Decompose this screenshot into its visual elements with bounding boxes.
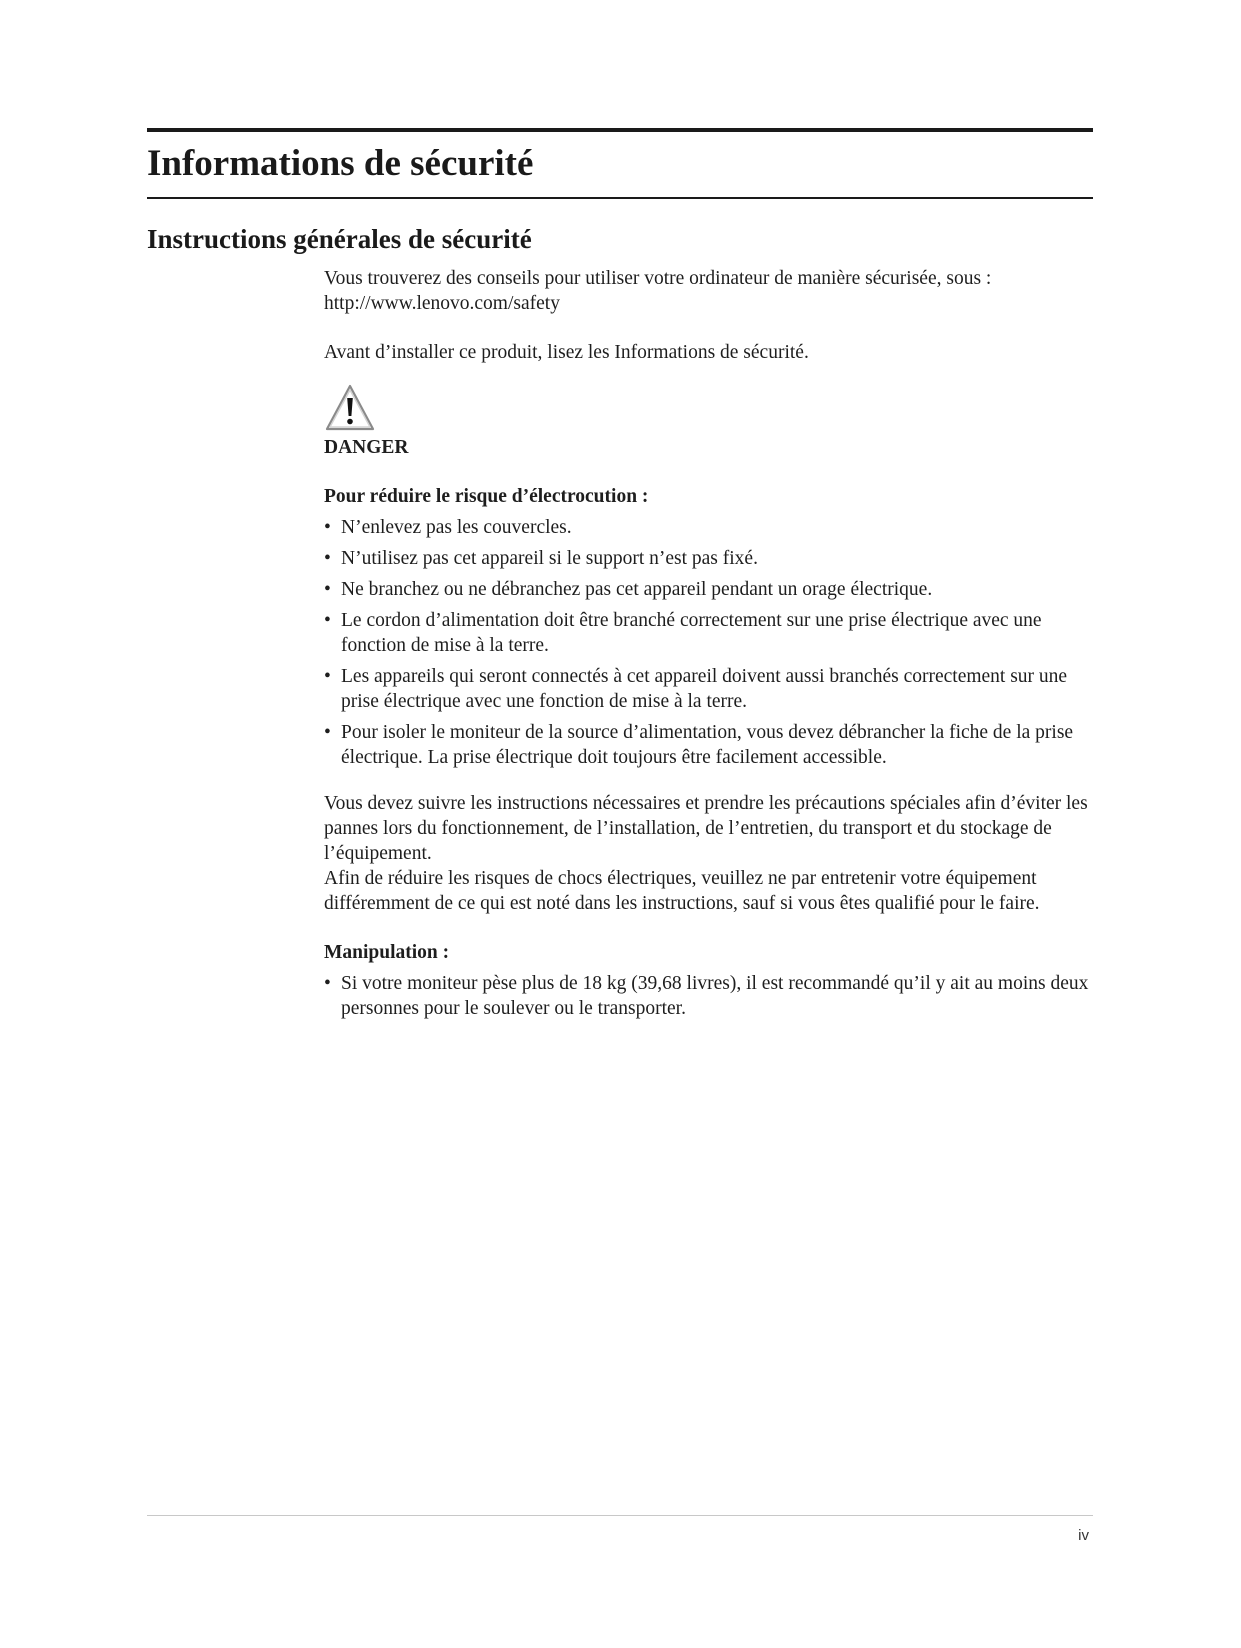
bullet-dot: • xyxy=(324,973,331,994)
list-item: • Pour isoler le moniteur de la source d’alimentation, vous devez débrancher la fiche de la prise électrique. La prise électrique doit toujours être facilement accessible. xyxy=(324,722,1074,768)
list-item: • Le cordon d’alimentation doit être branché correctement sur une prise électrique avec une fonction de mise à la terre. xyxy=(324,610,1042,656)
footer-rule xyxy=(147,1515,1093,1516)
intro-line: Vous trouverez des conseils pour utiliser votre ordinateur de manière sécurisée, sous : xyxy=(324,268,992,289)
top-rule xyxy=(147,128,1093,132)
warning-triangle-icon xyxy=(324,383,376,435)
precautions-paragraph: Vous devez suivre les instructions nécessaires et prendre les précautions spéciales afin d’éviter les pannes lors du fonctionnement, de l’installation, de l’entretien, du transport et du stockage de l’équipement. xyxy=(324,793,1088,864)
section-title: Instructions générales de sécurité xyxy=(147,224,532,254)
page-number: iv xyxy=(1078,1527,1089,1544)
bullet-dot: • xyxy=(324,548,331,569)
electrocution-heading: Pour réduire le risque d’électrocution : xyxy=(324,486,649,507)
danger-label: DANGER xyxy=(324,437,409,458)
bullet-dot: • xyxy=(324,517,331,538)
bullet-dot: • xyxy=(324,579,331,600)
shock-risk-paragraph: Afin de réduire les risques de chocs électriques, veuillez ne par entretenir votre équipement différemment de ce qui est noté dans les instructions, sauf si vous êtes qualifié pour le faire. xyxy=(324,868,1040,914)
list-item: • Les appareils qui seront connectés à cet appareil doivent aussi branchés correctement sur une prise électrique avec une fonction de mise à la terre. xyxy=(324,666,1068,712)
bullet-dot: • xyxy=(324,610,331,631)
handling-list xyxy=(324,971,1094,1021)
safety-url: http://www.lenovo.com/safety xyxy=(324,293,560,314)
handling-heading: Manipulation : xyxy=(324,942,450,963)
title-rule xyxy=(147,197,1093,199)
electrocution-list xyxy=(324,515,1094,770)
bullet-dot: • xyxy=(324,666,331,687)
page-title: Informations de sécurité xyxy=(147,143,534,184)
list-item: • N’enlevez pas les couvercles. xyxy=(324,517,572,538)
bullet-dot: • xyxy=(324,722,331,743)
list-item: • N’utilisez pas cet appareil si le support n’est pas fixé. xyxy=(324,548,758,569)
body-content xyxy=(324,266,1094,1027)
before-install-text: Avant d’installer ce produit, lisez les Informations de sécurité. xyxy=(324,342,809,363)
list-item: • Ne branchez ou ne débranchez pas cet appareil pendant un orage électrique. xyxy=(324,579,933,600)
list-item: • Si votre moniteur pèse plus de 18 kg (39,68 livres), il est recommandé qu’il y ait au moins deux personnes pour le soulever ou le transporter. xyxy=(324,973,1089,1019)
